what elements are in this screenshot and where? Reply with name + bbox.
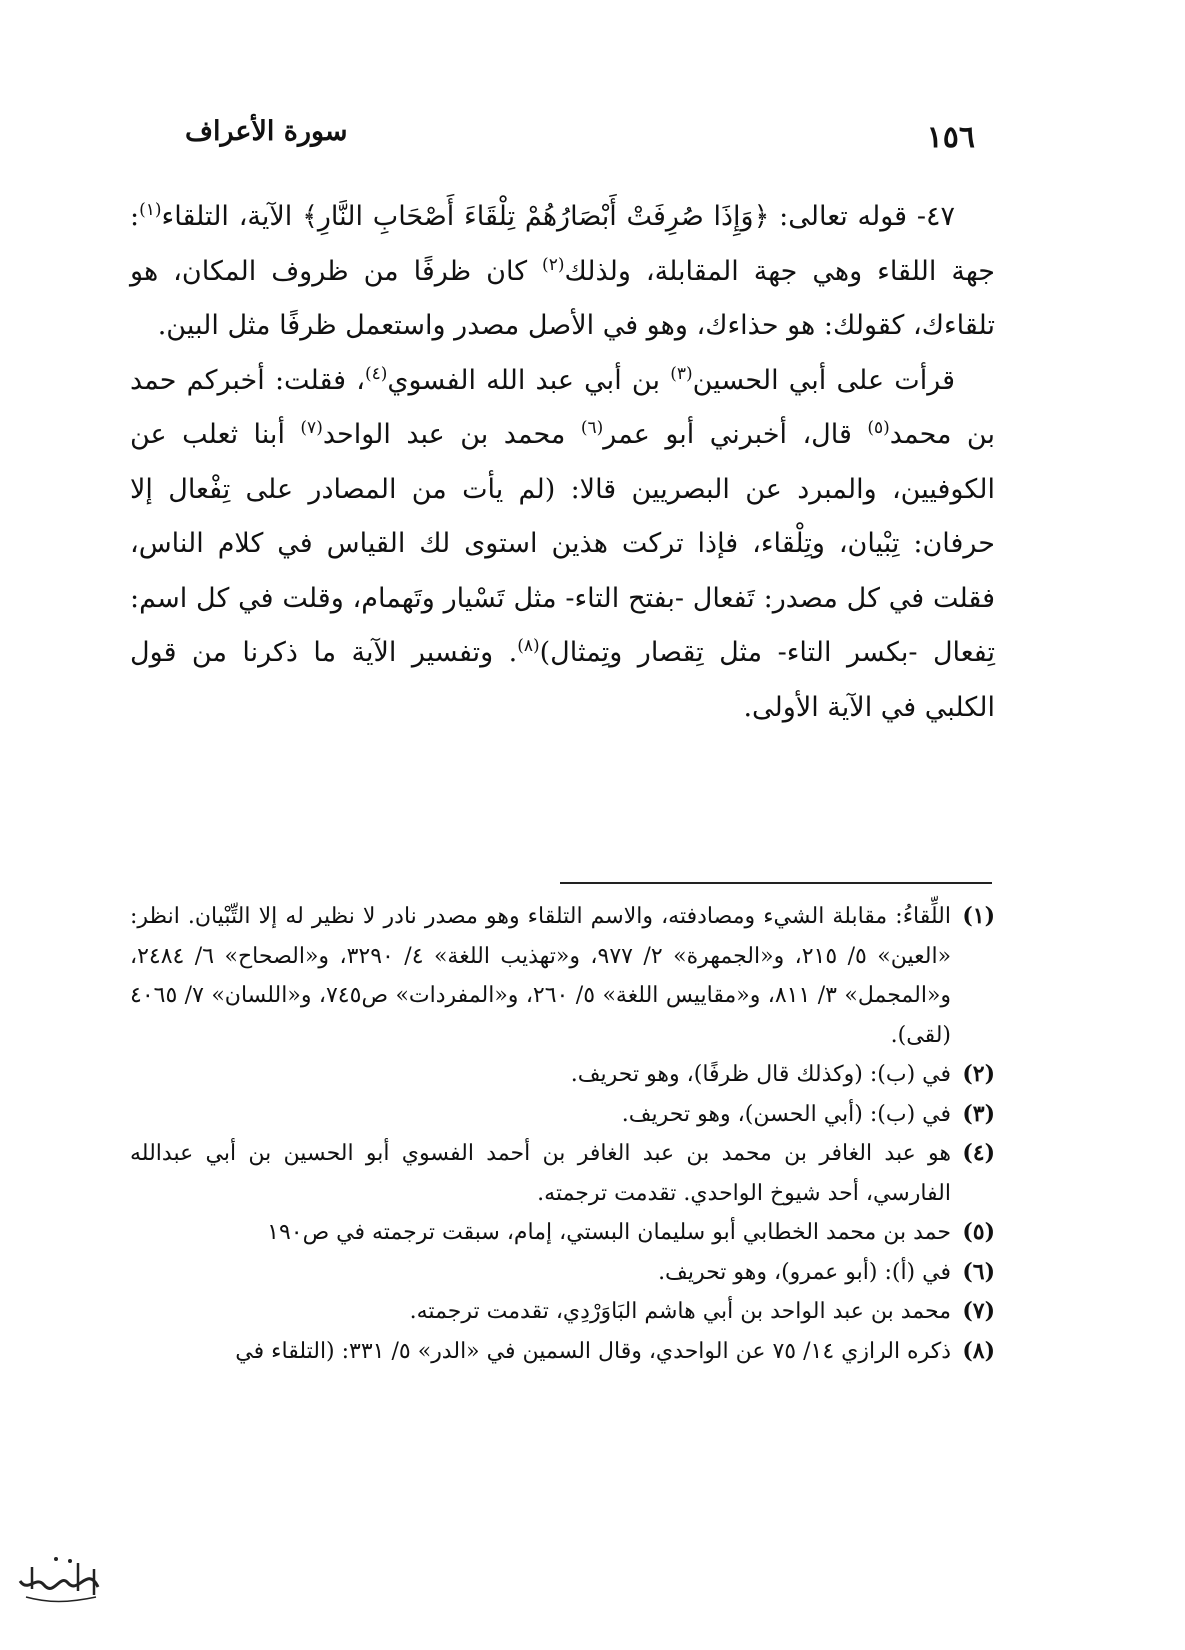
footnote-number: (٨) [962, 1337, 995, 1364]
quran-verse: ﴿وَإِذَا صُرِفَتْ أَبْصَارُهُمْ تِلْقَاءَ أَصْحَابِ النَّارِ﴾ [302, 201, 770, 232]
footnote-number: (٣) [962, 1100, 995, 1127]
footnote-number: (٤) [962, 1140, 995, 1166]
footnote-ref-3[interactable]: (٣) [670, 363, 693, 384]
footnote-ref-1[interactable]: (١) [139, 200, 162, 220]
footnote-text: هو عبد الغافر بن محمد بن عبد الغافر بن أحمد الفسوي أبو الحسين بن أبي عبدالله الفارسي، أحد شيوخ الواحدي. تقدمت ترجمته. [130, 1141, 951, 1206]
footnote-ref-7[interactable]: (٧) [300, 418, 323, 438]
footnote-text: حمد بن محمد الخطابي أبو سليمان البستي، إمام، سبقت ترجمته في ص١٩٠ [267, 1220, 951, 1245]
footnote-text: في (ب): (وكذلك قال ظرفًا)، وهو تحريف. [570, 1062, 951, 1087]
footnote-text: اللِّقاءُ: مقابلة الشيء ومصادفته، والاسم التلقاء وهو مصدر نادر لا نظير له إلا التِّبْيان. انظر: «العين» ٥/ ٢١٥، و«الجمهرة» ٢/ ٩٧٧، و«تهذيب اللغة» ٤/ ٣٢٩٠، و«الصحاح» ٦/ ٢٤٨٤، و«المجمل» ٣/ ٨١١، و«مقاييس اللغة» ٥/ ٢٦٠، و«المفردات» ص٧٤٥، و«اللسان» ٧/ ٤٠٦٥ (لقى). [130, 904, 952, 1048]
page-header [185, 112, 975, 162]
footnote-ref-2[interactable]: (٢) [542, 254, 565, 275]
footnote-text: في (ب): (أبي الحسن)، وهو تحريف. [621, 1101, 951, 1127]
footnote-item [130, 1332, 995, 1372]
footnote-text: محمد بن عبد الواحد بن أبي هاشم البَاوَرْدِي، تقدمت ترجمته. [409, 1299, 951, 1324]
footnote-number: (١) [962, 903, 995, 929]
footnote-item [130, 1253, 995, 1293]
footnote-item [130, 1095, 995, 1135]
publisher-logo-icon [8, 1545, 108, 1615]
footnote-number: (٦) [962, 1258, 995, 1285]
footnote-item [130, 1213, 995, 1253]
footnote-ref-8[interactable]: (٨) [517, 636, 540, 656]
footnotes [130, 897, 995, 1371]
footnote-divider [560, 882, 992, 884]
footnote-text: ذكره الرازي ١٤/ ٧٥ عن الواحدي، وقال السمين في «الدر» ٥/ ٣٣١: (التلقاء في [235, 1338, 951, 1364]
footnote-number: (٥) [962, 1219, 995, 1245]
footnote-text: في (أ): (أبو عمرو)، وهو تحريف. [658, 1259, 951, 1285]
footnote-ref-4[interactable]: (٤) [365, 363, 388, 384]
footnote-item [130, 1055, 995, 1095]
footnote-number: (٢) [962, 1061, 995, 1087]
footnote-ref-5[interactable]: (٥) [867, 418, 890, 438]
paragraph-isnad: قرأت على أبي الحسين$^{(٣)}$ بن أبي عبد الله الفسوي$^{(٤)}$، فقلت: أخبركم حمد بن محمد$^{(٥)}$ قال، أخبرني أبو عمر$^{(٦)}$ محمد بن عبد الواحد$^{(٧)}$ أبنا ثعلب عن الكوفيين، والمبرد عن البصريين قالا: (لم يأت من المصادر على تِفْعال إلا حرفان: تِبْيان، وتِلْقاء، فإذا تركت هذين استوى لك القياس في كلام الناس، فقلت في كل مصدر: تَفعال -بفتح التاء- مثل تَسْيار وتَهمام، وقلت في كل اسم: تِفعال -بكسر التاء- مثل تِقصار وتِمثال)$^{(٨)}$. وتفسير الآية ما ذكرنا من قول الكلبي في الآية الأولى. [130, 363, 995, 723]
running-title: سورة الأعراف [185, 116, 348, 147]
footnote-item [130, 897, 995, 1055]
main-text [130, 190, 995, 735]
footnote-ref-6[interactable]: (٦) [580, 418, 604, 438]
footnote-number: (٧) [962, 1298, 995, 1324]
page-number: ١٥٦ [926, 120, 975, 155]
paragraph-verse-47: ٤٧- قوله تعالى: ﴿وَإِذَا صُرِفَتْ أَبْصَارُهُمْ تِلْقَاءَ أَصْحَابِ النَّارِ﴾ الآية، التلقاء$^{(١)}$: جهة اللقاء وهي جهة المقابلة، ولذلك$^{(٢)}$ كان ظرفًا من ظروف المكان، هو تلقاءك، كقولك: هو حذاءك، وهو في الأصل مصدر واستعمل ظرفًا مثل البين. [130, 200, 995, 341]
footnote-item [130, 1292, 995, 1332]
footnote-item [130, 1134, 995, 1213]
